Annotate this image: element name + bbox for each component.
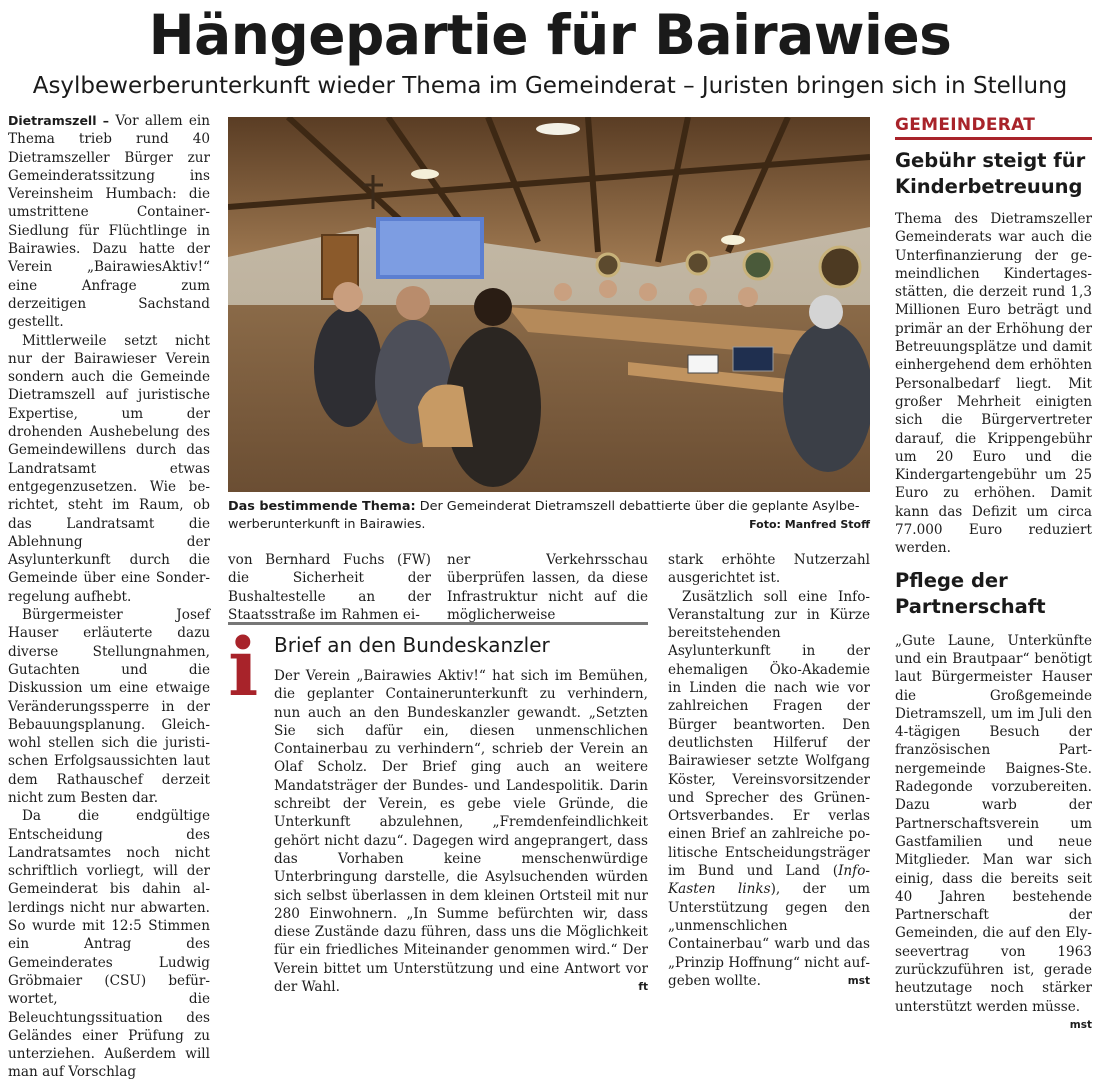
paragraph: Mittlerweile setzt nicht nur der Bairawieser Verein sondern auch die Gemeinde Dietramszell auf juristische Expertise, um der drohenden Aushebelung des Gemeindewillens durch das Landratsamt etwas entgegenzusetzen. Wie berichtet, steht im Raum, ob das Landratsamt die Ablehnung der Asylunterkunft durch die Gemeinde über eine Sonderregelung aufhebt.: [8, 332, 210, 605]
info-box-title: Brief an den Bundeskanzler: [274, 633, 550, 657]
caption-label: Das bestimmende Thema:: [228, 499, 416, 514]
article-column-1: [8, 112, 210, 1082]
photo-credit: Foto: Manfred Stoff: [749, 518, 870, 531]
paragraph: von Bernhard Fuchs (FW) die Sicherheit der Bushaltestelle an der Staatsstraße im Rahmen ei-: [228, 552, 431, 623]
info-box: [228, 620, 648, 996]
sidebar-signature: mst: [1069, 1018, 1092, 1031]
paragraph: [668, 588, 870, 991]
info-signature: ft: [638, 981, 648, 994]
article-column-2: [228, 551, 431, 624]
subheadline: Asylbewerberunterkunft wieder Thema im Gemeinderat – Juristen bringen sich in Stellung: [32, 73, 1068, 99]
paragraph-text: Zusätzlich soll eine Info-Veranstaltung zur in Kürze bereitstehenden Asylunterkunft in der ehemaligen Öko-Akademie in Linden die nach wie vor zahlreichen Fragen der Bürger beantworten. Den deutlichsten Hilferuf der Bairawieser setzte Wolfgang Köster, Vereinsvorsitzender und Sprecher des Grünen-Ortsverbandes. Er verlas einen Brief an zahlreiche politische Entscheidungsträger im Bund und Land (: [668, 588, 870, 880]
paragraph: stark erhöhte Nutzerzahl ausgerichtet ist.: [668, 552, 870, 587]
paragraph-italic: Info-Kasten links: [668, 863, 870, 898]
sidebar-text-2-body: „Gute Laune, Unterkünfte und ein Brautpaar“ benötigt laut Bürgermeister Hauser die Großgemeinde Dietramszell, um im Juli den 4-tägigen Besuch der französischen Partnergemeinde Baignes-Ste. Radegonde vorzubereiten. Dazu warb der Partnerschaftsverein um Gastfamilien und neue Mitglieder. Man war sich einig, dass die bereits seit 40 Jahren bestehende Partnerschaft der Gemeinden, die auf den Elyseevertrag von 1963 zurückzuführen ist, gerade heutzutage noch stärker unterstützt werden müsse.: [895, 632, 1092, 1015]
paragraph: [8, 112, 210, 332]
caption-text: Der Gemeinderat Dietramszell debattierte über die geplante Asylbewerberunterkunft in Bairawies.: [228, 499, 860, 532]
paragraph: Da die endgültige Entscheidung des Landratsamtes noch nicht schriftlich vorliegt, will der Gemeinderat bis dahin allerdings nicht nur abwarten. So wurde mit 12:5 Stimmen ein Antrag des Gemeinderates Ludwig Gröbmaier (CSU) befürwortet, die Beleuchtungssituation des Geländes einer Prüfung zu unterziehen. Außerdem will man auf Vorschlag: [8, 808, 210, 1081]
paragraph-text: Vor allem ein Thema trieb rund 40 Dietramszeller Bürger zur Gemeinderatssitzung ins Vereinsheim Humbach: die umstrittene Container-Siedlung für Flüchtlinge in Bairawies. Dazu hatte der Verein „BairawiesAktiv!“ eine Anfrage zum derzeitigen Sachstand gestellt.: [8, 113, 210, 331]
photo-caption: [228, 498, 870, 534]
sidebar-text-1: Thema des Dietramszeller Gemeinderats war auch die Unterfinanzierung der gemeindlichen Kindertagesstätten, die derzeit rund 1,3 Millionen Euro beträgt und primär an der Erhöhung der Betreuungsplätze und damit einhergehend dem erhöhten Personalbedarf liegt. Mit großer Mehrheit einigten sich die Bürgervertreter darauf, die Krippengebühr um 20 Euro und die Kindergartengebühr um 25 Euro zu erhöhen. Damit kann das Defizit um circa 77.000 Euro reduziert werden.: [895, 211, 1092, 557]
sidebar-council: [895, 115, 1092, 1034]
paragraph-text-end: ), der um Unterstützung gegen den „unmenschlichen Containerbau“ warb und das „Prinzip Hoffnung“ nicht aufgeben wollte.: [668, 881, 870, 989]
sidebar-heading-2: Pflege der Partnerschaft: [895, 568, 1046, 618]
info-box-body: Der Verein „Bairawies Aktiv!“ hat sich im Bemühen, die geplanter Containerunterkunft zu verhindern, nun auch an den Bundeskanzler gewandt. „Setzten Sie sich dafür ein, diesen unmenschlichen Containerbau zu verhindern“, schrieb der Verein an Olaf Scholz. Der Brief ging auch an weitere Mandatsträger der Bundes- und Landespolitik. Darin schreibt der Verein, es gebe viele Gründe, die Unterkunft abzulehnen, „Fremdenfeindlichkeit gehört nicht dazu“. Dagegen wird angeprangert, dass das Vorhaben keine menschenwürdige Unterbringung darstelle, die Asylsuchenden würden sich selbst überlassen in dem kleinen Ortsteil mit nur 280 Einwohnern. „In Summe befürchten wir, dass diese Zustände dazu führen, dass uns die Möglichkeit für ein friedliches Miteinander genommen wird.“ Der Verein bittet um Unterstützung und eine Antwort vor der Wahl.: [274, 668, 648, 996]
headline: Hängepartie für Bairawies: [148, 3, 952, 67]
sidebar-heading-1: Gebühr steigt für Kinderbetreuung: [895, 149, 1086, 198]
article-column-3: [447, 551, 648, 624]
info-initial: i: [228, 620, 259, 714]
dateline: Dietramszell –: [8, 113, 110, 128]
council-meeting-photo: [228, 117, 870, 492]
article-column-4: [668, 551, 870, 990]
sidebar-kicker: GEMEINDERAT: [895, 115, 1092, 140]
paragraph: ner Verkehrsschau überprüfen lassen, da diese Infrastruktur nicht auf die möglicherweise: [447, 552, 648, 623]
info-box-text: [274, 667, 648, 996]
sidebar-text-2: [895, 632, 1092, 1031]
photo-illustration: [228, 117, 870, 492]
paragraph: Bürgermeister Josef Hauser erläuterte dazu diverse Stellungnahmen, Gutachten und die Diskussion um eine etwaige Veränderungssperre in der Bebauungsplanung. Gleichwohl stellen sich die juristischen Erfolgsaussichten laut dem Rathauschef derzeit nicht zum Besten dar.: [8, 607, 210, 806]
article-signature: mst: [847, 974, 870, 987]
